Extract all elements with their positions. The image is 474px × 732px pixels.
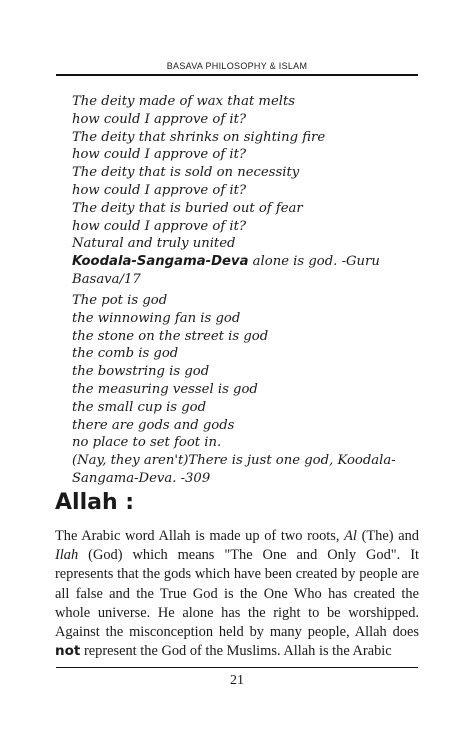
text-run-bold: not <box>55 643 81 660</box>
poem-line: how could I approve of it? <box>72 147 247 163</box>
signature-rest: alone is god. -Guru Basava/17 <box>72 254 380 287</box>
text-run-italic: Al <box>344 528 357 544</box>
running-header: BASAVA PHILOSOPHY & ISLAM <box>166 61 308 71</box>
poem-signature-line <box>72 253 412 289</box>
poem-line: The pot is god <box>72 293 168 308</box>
poem-line: the bowstring is god <box>72 364 210 380</box>
poem-line: there are gods and gods <box>72 417 235 433</box>
koodala-sangama-deva: Koodala-Sangama-Deva <box>72 254 249 270</box>
poem-line: the comb is god <box>72 346 179 362</box>
poem-line: The deity made of wax that melts <box>72 94 296 109</box>
text-run: The Arabic word Allah is made up of two roots, <box>55 528 345 544</box>
poem-line: The deity that shrinks on sighting fire <box>72 129 326 145</box>
poem-line: how could I approve of it? <box>72 218 247 234</box>
body-paragraph <box>55 527 419 661</box>
poem-line: no place to set foot in. <box>72 435 222 451</box>
poem-line: The deity that is sold on necessity <box>72 165 300 181</box>
section-heading: Allah : <box>55 490 135 515</box>
text-run: represent the God of the Muslims. Allah is the Arabic <box>80 643 392 660</box>
poem-line: the stone on the street is god <box>72 328 269 344</box>
poem-basava-17 <box>72 93 412 289</box>
poem-309 <box>72 292 412 488</box>
poem-line: (Nay, they aren't)There is just one god, Koodala-Sangama-Deva. -309 <box>72 453 396 486</box>
poem-line: Natural and truly united <box>72 236 236 252</box>
text-run-italic: Ilah <box>55 547 79 564</box>
header-rule <box>56 74 418 76</box>
poem-line: how could I approve of it? <box>72 111 247 127</box>
poem-line: the winnowing fan is god <box>72 310 241 326</box>
poem-line: the small cup is god <box>72 399 207 415</box>
text-run: (The) and <box>356 528 419 544</box>
page-number: 21 <box>230 673 244 688</box>
poem-line: The deity that is buried out of fear <box>72 200 303 216</box>
footer-rule <box>56 667 418 668</box>
poem-line: how could I approve of it? <box>72 182 247 198</box>
poem-line: the measuring vessel is god <box>72 381 258 397</box>
text-run: (God) which means "The One and Only God". It represents that the gods which have been created by people are all false and the True God is the One Who has created the whole universe. He alone has the right to be worshipped. Against the misconception held by many people, Allah does <box>55 547 419 641</box>
